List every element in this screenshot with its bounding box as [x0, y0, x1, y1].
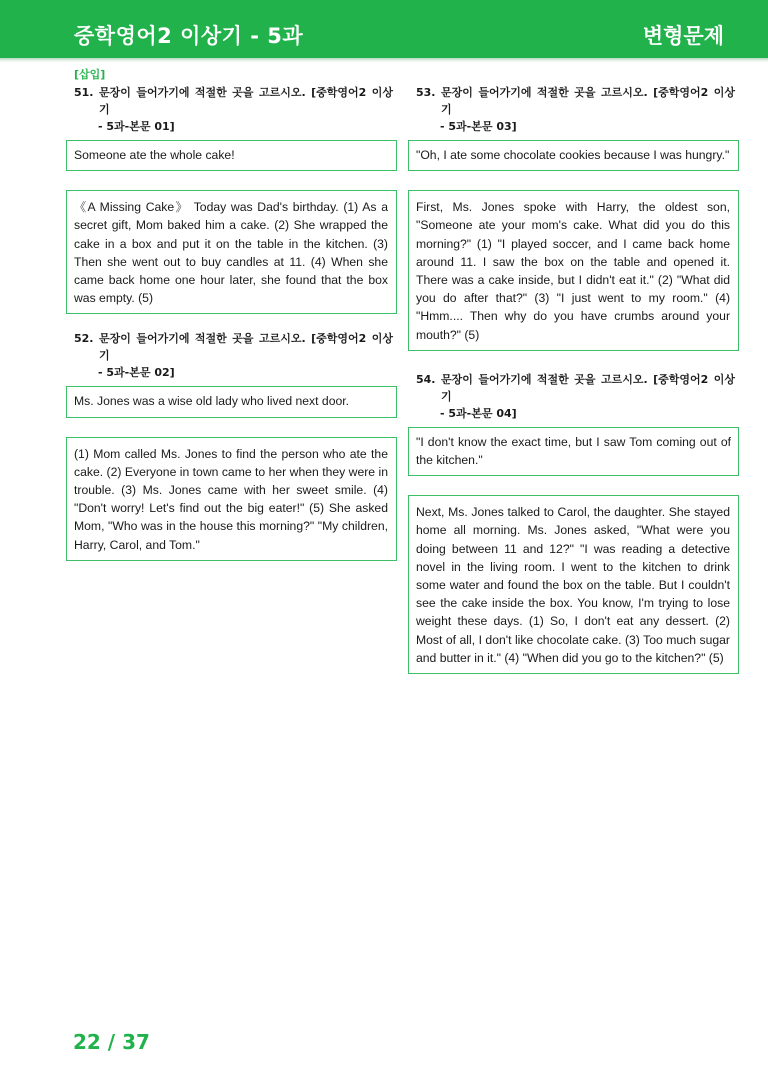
question-text: 문장이 들어가기에 적절한 곳을 고르시오. [중학영어2 이상기 [99, 86, 393, 116]
question-source: - 5과-본문 04] [440, 406, 517, 420]
question-source: - 5과-본문 03] [440, 120, 517, 133]
question-source: - 5과-본문 02] [98, 366, 175, 380]
document-title: 중학영어2 이상기 - 5과 [74, 24, 304, 48]
passage-box: (1) Mom called Ms. Jones to find the person who ate the cake. (2) Everyone in town came to her when they were in trouble. (3) Ms. Jones came with her sweet smile. (4) "Don't worry! Let's find out the big eater!" (5) She asked Mom, "Who was in the house this morning?" "My children, Harry, Carol, and Tom." [66, 437, 397, 561]
question-51 [66, 84, 397, 314]
question-prompt [416, 84, 735, 118]
document-category: 변형문제 [642, 24, 724, 48]
question-source: - 5과-본문 01] [98, 120, 175, 133]
question-52 [66, 330, 397, 560]
passage-box: Next, Ms. Jones talked to Carol, the daughter. She stayed home all morning. Ms. Jones asked, "What were you doing between 11 and 12?" "I was reading a detective novel in the living room. I went to the kitchen to drink some water and found the box on the table. But I couldn't see the cake inside the box. You know, I'm trying to lose weight these days. (1) So, I don't eat any dessert. (2) Most of all, I don't like chocolate cake. (3) Too much sugar and butter in it." (4) "When did you go to the kitchen?" (5) [408, 495, 739, 674]
question-text: 문장이 들어가기에 적절한 곳을 고르시오. [중학영어2 이상기 [441, 86, 735, 116]
question-number: 52. [74, 332, 94, 346]
passage-box: First, Ms. Jones spoke with Harry, the oldest son, "Someone ate your mom's cake. What did you do this morning?" (1) "I played soccer, and I came back home around 11. I saw the box on the table and opened it. There was a cake inside, but I didn't eat it." (2) "What did you do after that?" (3) "I just went to my room." (4) "Hmm.... Then why do you have crumbs around your mouth?" (5) [408, 190, 739, 351]
section-tag: [삽입] [74, 68, 106, 81]
left-column [66, 66, 397, 561]
page-number: 22 / 37 [73, 1030, 150, 1054]
insert-sentence-box: "I don't know the exact time, but I saw Tom coming out of the kitchen." [408, 427, 739, 476]
page-header [0, 0, 768, 58]
insert-sentence-box: Someone ate the whole cake! [66, 140, 397, 171]
question-prompt [74, 330, 393, 364]
question-53 [408, 84, 739, 351]
passage-box: 《A Missing Cake》 Today was Dad's birthday. (1) As a secret gift, Mom baked him a cake. (2) She wrapped the cake in a box and put it on the table in the kitchen. (3) Then she went out to buy candles at 11. (4) When she came back home one hour later, she found that the box was empty. (5) [66, 190, 397, 314]
insert-sentence-box: Ms. Jones was a wise old lady who lived next door. [66, 386, 397, 417]
question-prompt [416, 371, 735, 405]
question-54 [408, 371, 739, 674]
insert-sentence-box: "Oh, I ate some chocolate cookies because I was hungry." [408, 140, 739, 171]
question-text: 문장이 들어가기에 적절한 곳을 고르시오. [중학영어2 이상기 [99, 332, 393, 363]
question-number: 54. [416, 372, 436, 386]
question-text: 문장이 들어가기에 적절한 곳을 고르시오. [중학영어2 이상기 [441, 372, 735, 403]
question-prompt [74, 84, 393, 118]
question-number: 51. [74, 86, 94, 99]
question-number: 53. [416, 86, 436, 99]
header-divider [0, 58, 768, 62]
right-column [408, 84, 739, 674]
